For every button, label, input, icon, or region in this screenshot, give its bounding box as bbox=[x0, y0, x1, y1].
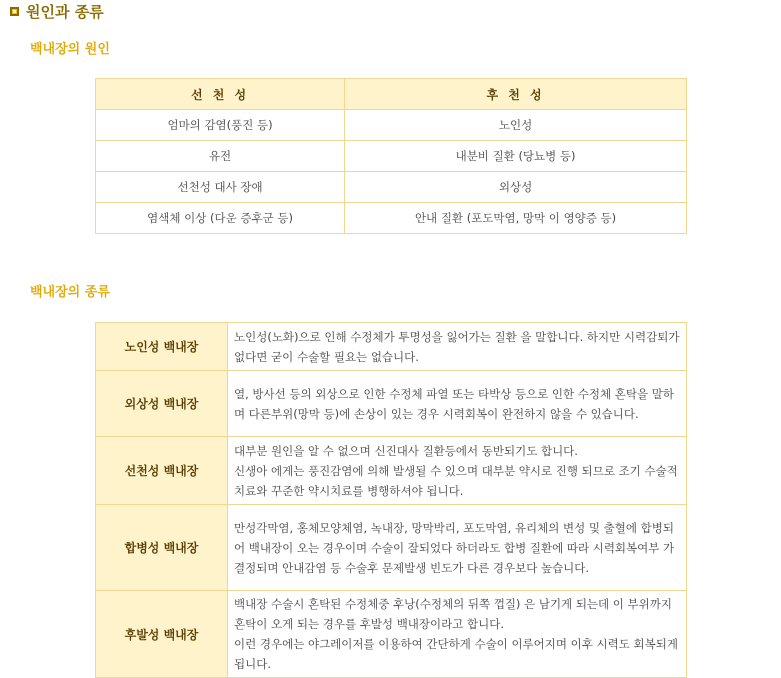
type-description bbox=[228, 591, 687, 678]
description-line: 백내장 수술시 혼탁된 수정체중 후낭(수정체의 뒤쪽 껍질) 은 남기게 되는데 이 부위까지 혼탁이 오게 되는 경우를 후발성 백내장이라고 합니다. bbox=[234, 597, 672, 631]
type-name: 노인성 백내장 bbox=[96, 323, 228, 371]
cell-acquired: 내분비 질환 (당뇨병 등) bbox=[345, 141, 687, 172]
square-bullet-icon bbox=[10, 7, 19, 16]
cell-acquired: 안내 질환 (포도막염, 망막 이 영양증 등) bbox=[345, 203, 687, 234]
type-description bbox=[228, 323, 687, 371]
cell-congenital: 엄마의 감염(풍진 등) bbox=[96, 110, 345, 141]
type-name: 합병성 백내장 bbox=[96, 505, 228, 591]
cell-acquired: 외상성 bbox=[345, 172, 687, 203]
description-line: 신생아 에게는 풍진감염에 의해 발생될 수 있으며 대부분 약시로 진행 되므로 조기 수술적 치료와 꾸준한 약시치료를 병행하셔야 됩니다. bbox=[234, 463, 678, 498]
description-line: 노인성(노화)으로 인해 수정체가 투명성을 잃어가는 질환 을 말합니다. 하지만 시력감퇴가 없다면 굳이 수술할 필요는 없습니다. bbox=[234, 329, 680, 364]
table-row bbox=[96, 505, 687, 591]
type-name: 외상성 백내장 bbox=[96, 371, 228, 437]
types-table bbox=[95, 322, 687, 678]
table-row bbox=[96, 591, 687, 678]
section-title-text: 원인과 종류 bbox=[26, 2, 104, 21]
table-row bbox=[96, 172, 687, 203]
type-description bbox=[228, 505, 687, 591]
cell-congenital: 유전 bbox=[96, 141, 345, 172]
description-line: 대부분 원인을 알 수 없으며 신진대사 질환등에서 동반되기도 합니다. bbox=[234, 443, 578, 458]
cause-title: 백내장의 원인 bbox=[30, 42, 110, 57]
description-line: 만성각막염, 홍체모양체염, 녹내장, 망막박리, 포도막염, 유리체의 변성 및 출혈에 합병되어 백내장이 오는 경우이며 수술이 잘되었다 하더라도 합병 질환에 따라 시력회복여부 가 결정되며 안내감염 등 수술후 문제발생 빈도가 다른 경우보다 높습니다. bbox=[234, 520, 675, 575]
table-row bbox=[96, 203, 687, 234]
types-title: 백내장의 종류 bbox=[30, 285, 110, 300]
table-row bbox=[96, 437, 687, 505]
table-row bbox=[96, 371, 687, 437]
type-description bbox=[228, 371, 687, 437]
cause-table bbox=[95, 78, 687, 234]
section-title bbox=[10, 0, 104, 22]
header-acquired: 후 천 성 bbox=[345, 79, 687, 110]
table-row bbox=[96, 110, 687, 141]
cell-congenital: 선천성 대사 장애 bbox=[96, 172, 345, 203]
table-row bbox=[96, 141, 687, 172]
description-line: 열, 방사선 등의 외상으로 인한 수정체 파열 또는 타박상 등으로 인한 수정체 혼탁을 말하며 다른부위(망막 등)에 손상이 있는 경우 시력회복이 완전하지 않을 수 있습니다. bbox=[234, 386, 674, 421]
header-congenital: 선 천 성 bbox=[96, 79, 345, 110]
table-row bbox=[96, 323, 687, 371]
type-description bbox=[228, 437, 687, 505]
description-line: 이런 경우에는 야그레이저를 이용하여 간단하게 수술이 이루어지며 이후 시력도 회복되게 됩니다. bbox=[234, 637, 678, 671]
type-name: 선천성 백내장 bbox=[96, 437, 228, 505]
type-name: 후발성 백내장 bbox=[96, 591, 228, 678]
cell-congenital: 염색체 이상 (다운 증후군 등) bbox=[96, 203, 345, 234]
cell-acquired: 노인성 bbox=[345, 110, 687, 141]
cause-table-header bbox=[96, 79, 687, 110]
